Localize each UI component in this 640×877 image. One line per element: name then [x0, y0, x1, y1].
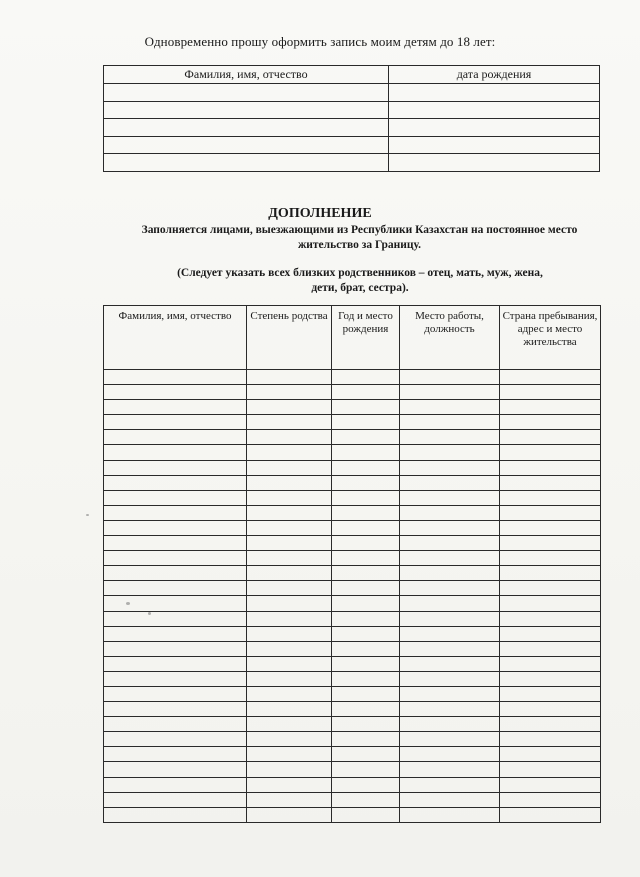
relative-work-cell[interactable]: [400, 656, 500, 671]
relative-address-cell[interactable]: [500, 415, 601, 430]
relative-name-cell[interactable]: [104, 702, 247, 717]
children-intro-text: Одновременно прошу оформить запись моим детям до 18 лет:: [144, 34, 496, 49]
relative-name-cell[interactable]: [104, 475, 247, 490]
relative-name-cell[interactable]: [104, 551, 247, 566]
relative-birth-cell[interactable]: [332, 792, 400, 807]
relative-address-cell[interactable]: [500, 490, 601, 505]
relative-relation-cell[interactable]: [247, 626, 332, 641]
relatives-header-name: Фамилия, имя, отчество: [104, 306, 247, 370]
relative-address-cell[interactable]: [500, 460, 601, 475]
relative-address-cell[interactable]: [500, 581, 601, 596]
relative-relation-cell[interactable]: [247, 807, 332, 822]
relative-address-cell[interactable]: [500, 385, 601, 400]
supplement-heading: ДОПОЛНЕНИЕ: [268, 206, 372, 221]
relatives-table-row: [104, 686, 601, 701]
relative-birth-cell[interactable]: [332, 385, 400, 400]
children-table: [103, 65, 600, 172]
relative-relation-cell[interactable]: [247, 400, 332, 415]
children-table-row: [104, 84, 600, 102]
relatives-table: [103, 305, 601, 823]
relative-work-cell[interactable]: [400, 807, 500, 822]
child-name-cell[interactable]: [104, 101, 389, 119]
relatives-table-row: [104, 611, 601, 626]
relative-address-cell[interactable]: [500, 671, 601, 686]
relative-birth-cell[interactable]: [332, 475, 400, 490]
relative-work-cell[interactable]: [400, 475, 500, 490]
relative-birth-cell[interactable]: [332, 762, 400, 777]
relatives-table-row: [104, 445, 601, 460]
relatives-table-row: [104, 520, 601, 535]
relative-relation-cell[interactable]: [247, 536, 332, 551]
relatives-note-line-1: (Следует указать всех близких родственников – отец, мать, муж, жена,: [177, 267, 543, 279]
relative-relation-cell[interactable]: [247, 671, 332, 686]
children-table-header-name: Фамилия, имя, отчество: [104, 66, 389, 84]
relatives-header-work: Место работы, должность: [400, 306, 500, 370]
relative-name-cell[interactable]: [104, 596, 247, 611]
relative-birth-cell[interactable]: [332, 566, 400, 581]
relative-address-cell[interactable]: [500, 566, 601, 581]
scan-speck: [148, 612, 151, 615]
relative-birth-cell[interactable]: [332, 641, 400, 656]
children-table-row: [104, 154, 600, 172]
relative-name-cell[interactable]: [104, 747, 247, 762]
relative-birth-cell[interactable]: [332, 445, 400, 460]
relative-work-cell[interactable]: [400, 490, 500, 505]
relative-name-cell[interactable]: [104, 430, 247, 445]
relatives-table-row: [104, 551, 601, 566]
child-birthdate-cell[interactable]: [389, 119, 600, 137]
relative-birth-cell[interactable]: [332, 536, 400, 551]
relatives-table-row: [104, 475, 601, 490]
relative-relation-cell[interactable]: [247, 611, 332, 626]
relative-relation-cell[interactable]: [247, 596, 332, 611]
relatives-table-row: [104, 656, 601, 671]
relative-address-cell[interactable]: [500, 520, 601, 535]
relative-relation-cell[interactable]: [247, 747, 332, 762]
relative-address-cell[interactable]: [500, 611, 601, 626]
relative-relation-cell[interactable]: [247, 702, 332, 717]
child-birthdate-cell[interactable]: [389, 84, 600, 102]
relatives-header-relation: Степень родства: [247, 306, 332, 370]
relative-work-cell[interactable]: [400, 762, 500, 777]
relative-birth-cell[interactable]: [332, 400, 400, 415]
relative-birth-cell[interactable]: [332, 702, 400, 717]
relative-work-cell[interactable]: [400, 792, 500, 807]
relative-work-cell[interactable]: [400, 430, 500, 445]
relatives-table-row: [104, 536, 601, 551]
relative-address-cell[interactable]: [500, 505, 601, 520]
scan-speck: [86, 514, 89, 516]
relative-relation-cell[interactable]: [247, 430, 332, 445]
relative-address-cell[interactable]: [500, 777, 601, 792]
relative-relation-cell[interactable]: [247, 656, 332, 671]
relatives-table-row: [104, 641, 601, 656]
relative-relation-cell[interactable]: [247, 490, 332, 505]
relative-birth-cell[interactable]: [332, 747, 400, 762]
relatives-table-row: [104, 792, 601, 807]
relative-relation-cell[interactable]: [247, 717, 332, 732]
relatives-header-birth: Год и место рождения: [332, 306, 400, 370]
relatives-header-address: Страна пребывания, адрес и место жительства: [500, 306, 601, 370]
relative-work-cell[interactable]: [400, 777, 500, 792]
relative-work-cell[interactable]: [400, 671, 500, 686]
relative-name-cell[interactable]: [104, 792, 247, 807]
relative-address-cell[interactable]: [500, 536, 601, 551]
relative-work-cell[interactable]: [400, 385, 500, 400]
relative-address-cell[interactable]: [500, 807, 601, 822]
relative-relation-cell[interactable]: [247, 385, 332, 400]
relative-work-cell[interactable]: [400, 581, 500, 596]
scan-speck: [126, 602, 130, 605]
relative-name-cell[interactable]: [104, 460, 247, 475]
relative-birth-cell[interactable]: [332, 505, 400, 520]
relative-work-cell[interactable]: [400, 460, 500, 475]
relatives-table-row: [104, 430, 601, 445]
relative-relation-cell[interactable]: [247, 566, 332, 581]
supplement-relatives-note: [120, 266, 600, 296]
relative-name-cell[interactable]: [104, 777, 247, 792]
relative-address-cell[interactable]: [500, 717, 601, 732]
children-table-header-birthdate: дата рождения: [389, 66, 600, 84]
children-table-row: [104, 101, 600, 119]
relative-relation-cell[interactable]: [247, 370, 332, 385]
relative-address-cell[interactable]: [500, 400, 601, 415]
relative-name-cell[interactable]: [104, 490, 247, 505]
relative-birth-cell[interactable]: [332, 490, 400, 505]
relative-name-cell[interactable]: [104, 370, 247, 385]
relative-address-cell[interactable]: [500, 686, 601, 701]
relative-birth-cell[interactable]: [332, 717, 400, 732]
relatives-table-row: [104, 747, 601, 762]
relatives-table-row: [104, 702, 601, 717]
relatives-table-row: [104, 385, 601, 400]
relative-birth-cell[interactable]: [332, 460, 400, 475]
relative-relation-cell[interactable]: [247, 505, 332, 520]
relative-work-cell[interactable]: [400, 732, 500, 747]
relative-work-cell[interactable]: [400, 702, 500, 717]
relative-name-cell[interactable]: [104, 536, 247, 551]
relative-address-cell[interactable]: [500, 747, 601, 762]
relative-work-cell[interactable]: [400, 520, 500, 535]
child-name-cell[interactable]: [104, 154, 389, 172]
relative-birth-cell[interactable]: [332, 777, 400, 792]
relative-name-cell[interactable]: [104, 807, 247, 822]
relative-work-cell[interactable]: [400, 415, 500, 430]
relative-name-cell[interactable]: [104, 686, 247, 701]
relative-name-cell[interactable]: [104, 385, 247, 400]
relatives-table-row: [104, 596, 601, 611]
relative-birth-cell[interactable]: [332, 430, 400, 445]
relative-birth-cell[interactable]: [332, 611, 400, 626]
relative-name-cell[interactable]: [104, 717, 247, 732]
relative-birth-cell[interactable]: [332, 415, 400, 430]
relative-relation-cell[interactable]: [247, 520, 332, 535]
relative-work-cell[interactable]: [400, 400, 500, 415]
relative-relation-cell[interactable]: [247, 686, 332, 701]
relative-relation-cell[interactable]: [247, 762, 332, 777]
relative-relation-cell[interactable]: [247, 581, 332, 596]
relative-relation-cell[interactable]: [247, 415, 332, 430]
relatives-table-row: [104, 370, 601, 385]
relative-relation-cell[interactable]: [247, 792, 332, 807]
child-birthdate-cell[interactable]: [389, 136, 600, 154]
relative-address-cell[interactable]: [500, 430, 601, 445]
relative-relation-cell[interactable]: [247, 551, 332, 566]
relatives-note-line-2: дети, брат, сестра).: [311, 282, 409, 294]
relatives-table-row: [104, 490, 601, 505]
relative-name-cell[interactable]: [104, 626, 247, 641]
relative-relation-cell[interactable]: [247, 475, 332, 490]
child-birthdate-cell[interactable]: [389, 101, 600, 119]
relative-name-cell[interactable]: [104, 566, 247, 581]
relative-name-cell[interactable]: [104, 581, 247, 596]
relative-work-cell[interactable]: [400, 686, 500, 701]
relative-relation-cell[interactable]: [247, 460, 332, 475]
relatives-table-row: [104, 777, 601, 792]
relatives-table-row: [104, 626, 601, 641]
relative-birth-cell[interactable]: [332, 656, 400, 671]
relative-birth-cell[interactable]: [332, 671, 400, 686]
relative-birth-cell[interactable]: [332, 596, 400, 611]
relatives-table-row: [104, 762, 601, 777]
relatives-table-row: [104, 671, 601, 686]
relative-name-cell[interactable]: [104, 656, 247, 671]
relative-birth-cell[interactable]: [332, 520, 400, 535]
relative-name-cell[interactable]: [104, 415, 247, 430]
relative-work-cell[interactable]: [400, 611, 500, 626]
relatives-table-row: [104, 566, 601, 581]
relative-name-cell[interactable]: [104, 400, 247, 415]
children-table-row: [104, 136, 600, 154]
relative-name-cell[interactable]: [104, 520, 247, 535]
relative-work-cell[interactable]: [400, 505, 500, 520]
supplement-note: Заполняется лицами, выезжающими из Республики Казахстан на постоянное место жительство за Границу.: [141, 224, 578, 251]
child-birthdate-cell[interactable]: [389, 154, 600, 172]
relative-address-cell[interactable]: [500, 792, 601, 807]
relative-birth-cell[interactable]: [332, 686, 400, 701]
relative-birth-cell[interactable]: [332, 626, 400, 641]
relative-address-cell[interactable]: [500, 596, 601, 611]
relative-birth-cell[interactable]: [332, 370, 400, 385]
relative-work-cell[interactable]: [400, 626, 500, 641]
relatives-table-row: [104, 400, 601, 415]
relative-address-cell[interactable]: [500, 626, 601, 641]
relative-birth-cell[interactable]: [332, 807, 400, 822]
relative-address-cell[interactable]: [500, 445, 601, 460]
relative-birth-cell[interactable]: [332, 581, 400, 596]
relatives-table-row: [104, 581, 601, 596]
relative-work-cell[interactable]: [400, 717, 500, 732]
relative-birth-cell[interactable]: [332, 732, 400, 747]
relatives-table-row: [104, 732, 601, 747]
relative-work-cell[interactable]: [400, 596, 500, 611]
children-table-row: [104, 119, 600, 137]
relatives-table-row: [104, 717, 601, 732]
relative-name-cell[interactable]: [104, 445, 247, 460]
relative-work-cell[interactable]: [400, 445, 500, 460]
relative-work-cell[interactable]: [400, 641, 500, 656]
child-name-cell[interactable]: [104, 136, 389, 154]
relative-address-cell[interactable]: [500, 656, 601, 671]
relatives-table-row: [104, 415, 601, 430]
relative-address-cell[interactable]: [500, 370, 601, 385]
relative-work-cell[interactable]: [400, 551, 500, 566]
relative-name-cell[interactable]: [104, 671, 247, 686]
relatives-table-row: [104, 460, 601, 475]
relatives-table-row: [104, 505, 601, 520]
relatives-table-row: [104, 807, 601, 822]
relative-work-cell[interactable]: [400, 566, 500, 581]
relative-address-cell[interactable]: [500, 475, 601, 490]
relative-work-cell[interactable]: [400, 536, 500, 551]
relative-name-cell[interactable]: [104, 732, 247, 747]
relative-address-cell[interactable]: [500, 641, 601, 656]
relative-name-cell[interactable]: [104, 611, 247, 626]
relative-work-cell[interactable]: [400, 370, 500, 385]
relative-relation-cell[interactable]: [247, 732, 332, 747]
relative-birth-cell[interactable]: [332, 551, 400, 566]
relative-address-cell[interactable]: [500, 551, 601, 566]
relative-name-cell[interactable]: [104, 505, 247, 520]
relative-address-cell[interactable]: [500, 702, 601, 717]
relative-name-cell[interactable]: [104, 762, 247, 777]
relative-address-cell[interactable]: [500, 762, 601, 777]
relative-address-cell[interactable]: [500, 732, 601, 747]
relative-work-cell[interactable]: [400, 747, 500, 762]
child-name-cell[interactable]: [104, 119, 389, 137]
relative-name-cell[interactable]: [104, 641, 247, 656]
relative-relation-cell[interactable]: [247, 641, 332, 656]
child-name-cell[interactable]: [104, 84, 389, 102]
relative-relation-cell[interactable]: [247, 777, 332, 792]
relative-relation-cell[interactable]: [247, 445, 332, 460]
